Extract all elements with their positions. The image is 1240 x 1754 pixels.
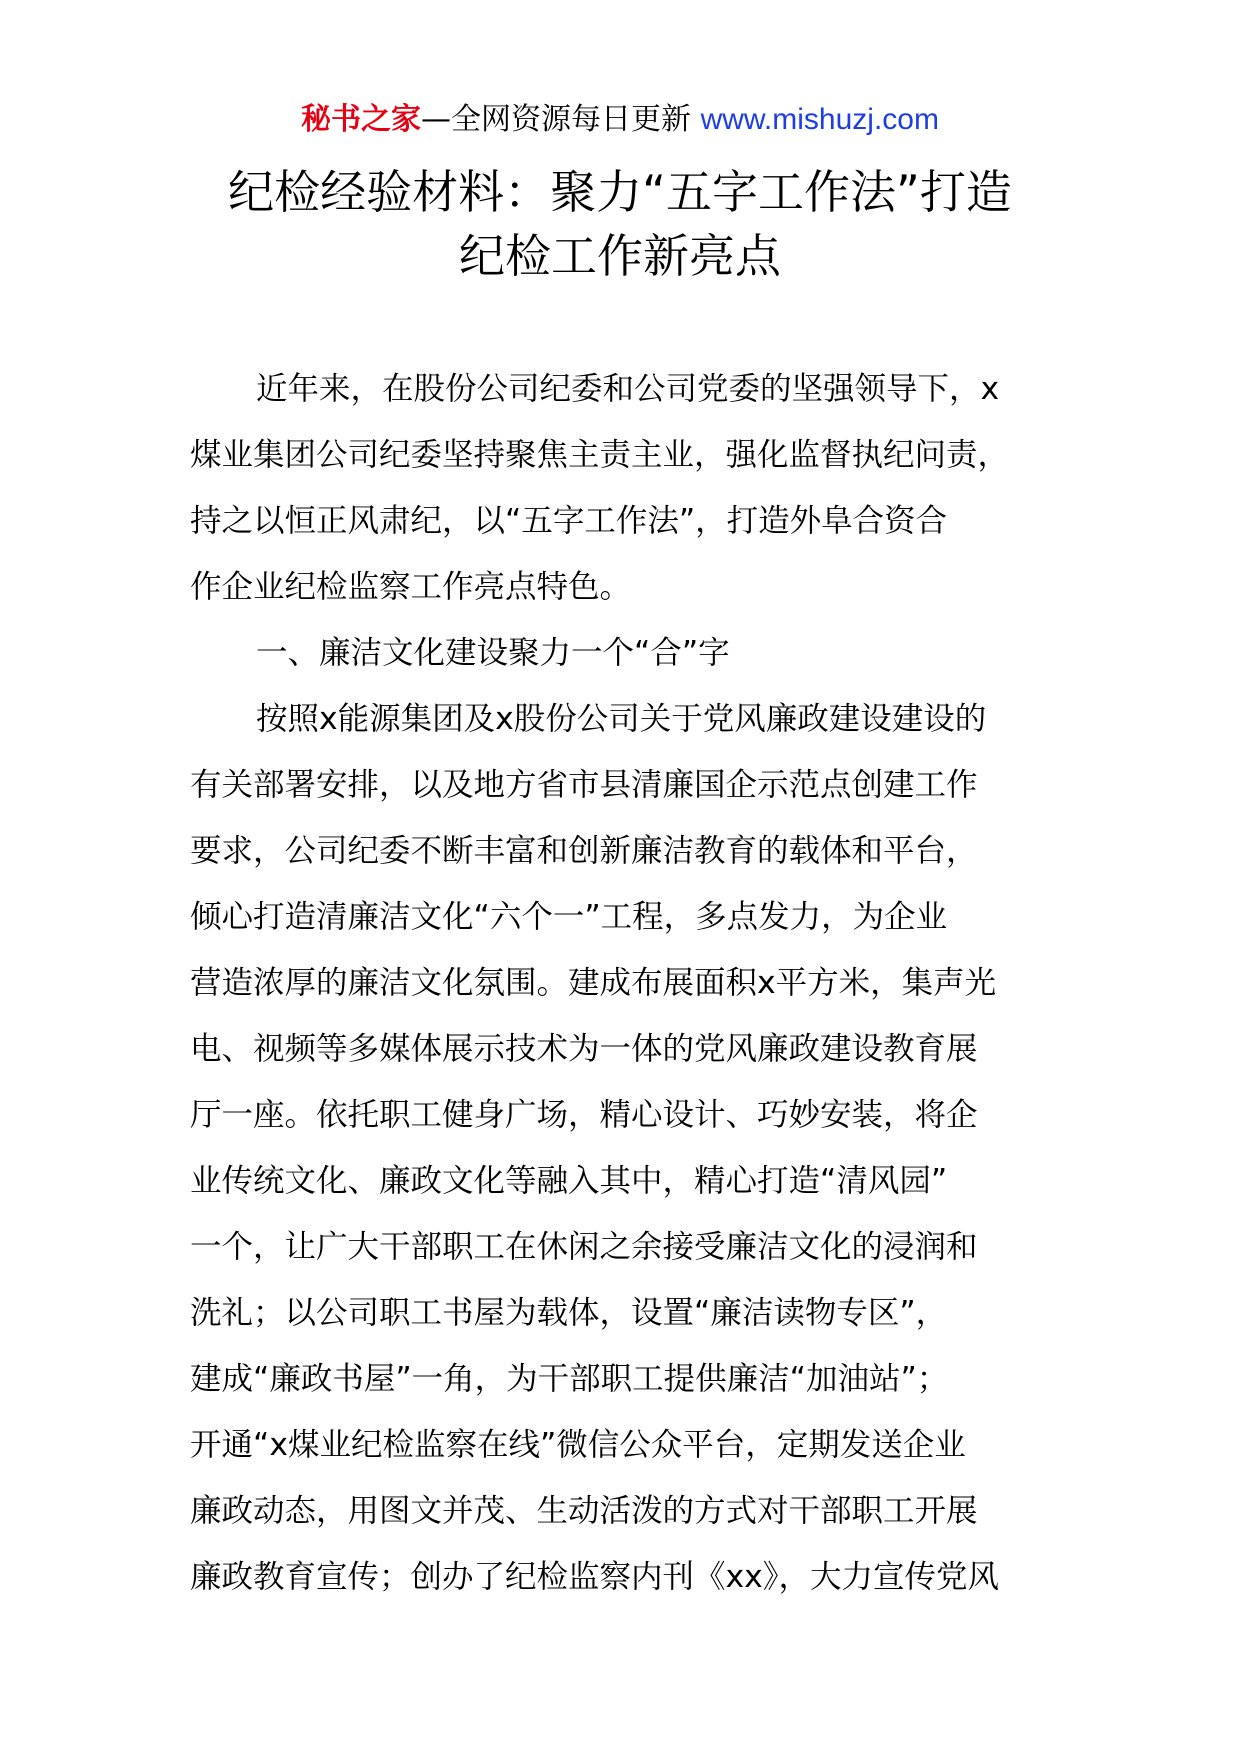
title-line: 纪检工作新亮点 [459,229,781,283]
text-line: 持之以恒正风肃纪，以“五字工作法”，打造外阜合资合 [190,503,948,539]
text-line: 业传统文化、廉政文化等融入其中，精心打造“清风园” [190,1163,948,1199]
text-line: 按照x能源集团及x股份公司关于党风廉政建设建设的 [256,701,987,737]
document-body [190,356,1060,1610]
text-line: 煤业集团公司纪委坚持聚焦主责主业，强化监督执纪问责， [190,437,1010,473]
section-heading [190,620,1060,686]
text-line: 厅一座。依托职工健身广场，精心设计、巧妙安装，将企 [190,1097,978,1133]
site-tagline: —全网资源每日更新 [421,102,701,137]
site-url-link[interactable]: www.mishuzj.com [700,103,939,136]
text-line: 一个，让广大干部职工在休闲之余接受廉洁文化的浸润和 [190,1229,978,1265]
intro-paragraph [190,356,1060,620]
text-line: 电、视频等多媒体展示技术为一体的党风廉政建设教育展 [190,1031,978,1067]
site-header [0,100,1240,140]
section-heading-text: 一、廉洁文化建设聚力一个“合”字 [256,635,730,671]
text-line: 建成“廉政书屋”一角，为干部职工提供廉洁“加油站”； [190,1361,949,1397]
text-line: 廉政动态，用图文并茂、生动活泼的方式对干部职工开展 [190,1493,978,1529]
text-line: 营造浓厚的廉洁文化氛围。建成布展面积x平方米，集声光 [190,965,997,1001]
text-line: 要求，公司纪委不断丰富和创新廉洁教育的载体和平台， [190,833,978,869]
title-line: 纪检经验材料：聚力“五字工作法”打造 [228,165,1012,219]
text-line: 作企业纪检监察工作亮点特色。 [190,569,632,605]
text-line: 洗礼；以公司职工书屋为载体，设置“廉洁读物专区”， [190,1295,948,1331]
body-paragraph [190,686,1060,1610]
site-name: 秘书之家 [301,102,422,137]
text-line: 倾心打造清廉洁文化“六个一”工程，多点发力，为企业 [190,899,948,935]
text-line: 近年来，在股份公司纪委和公司党委的坚强领导下，x [256,371,1000,407]
text-line: 开通“x煤业纪检监察在线”微信公众平台，定期发送企业 [190,1427,966,1463]
text-line: 廉政教育宣传；创办了纪检监察内刊《xx》，大力宣传党风 [190,1559,1000,1595]
document-title [150,160,1090,288]
text-line: 有关部署安排，以及地方省市县清廉国企示范点创建工作 [190,767,978,803]
